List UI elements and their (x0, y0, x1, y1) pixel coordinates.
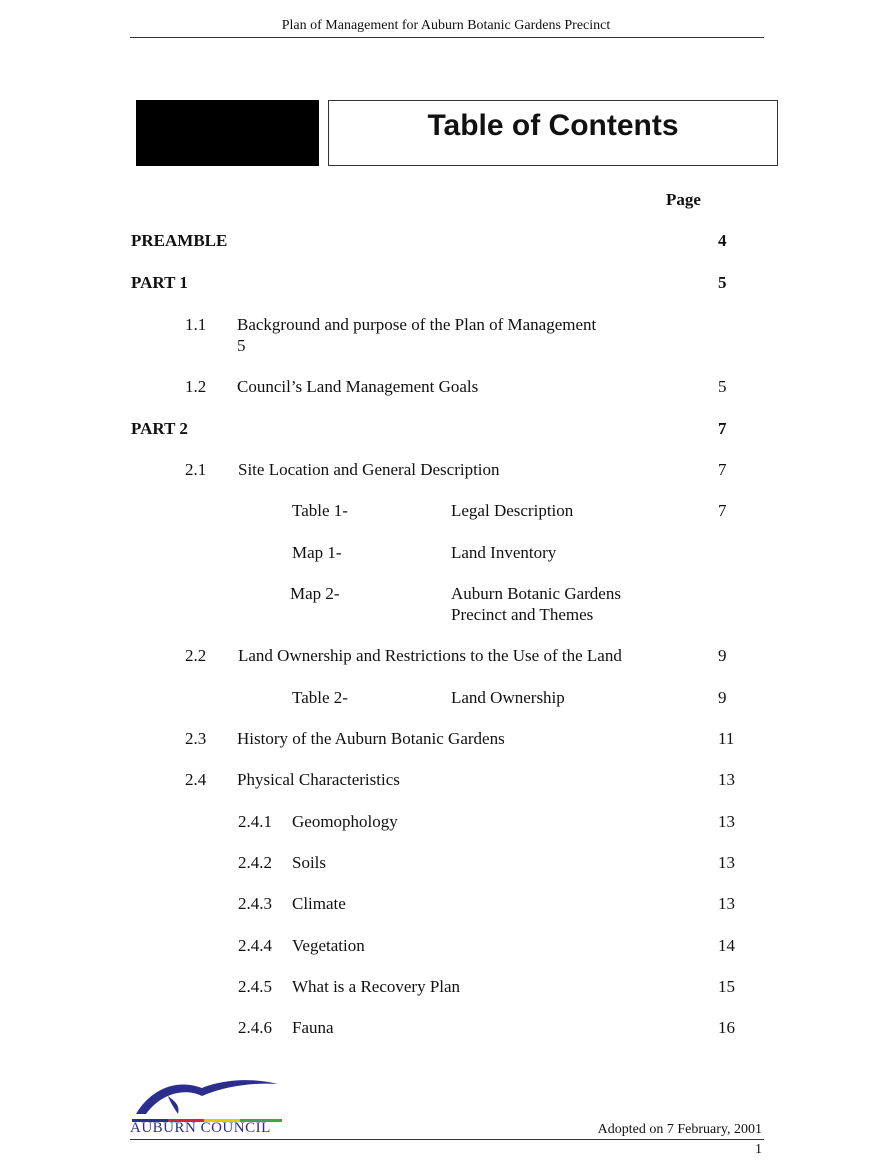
toc-page-2-4-4: 14 (718, 936, 735, 955)
toc-entry-2-1: Site Location and General Description (238, 460, 500, 479)
toc-num-2-4-6: 2.4.6 (238, 1018, 272, 1037)
toc-num-2-4-5: 2.4.5 (238, 977, 272, 996)
toc-title: Table of Contents (427, 109, 679, 142)
footer-divider (130, 1139, 764, 1140)
logo-swoosh-icon (128, 1074, 288, 1122)
toc-ref-map-1: Map 1- (292, 543, 342, 562)
toc-page-part-1: 5 (718, 273, 727, 292)
toc-entry-1-2: Council’s Land Management Goals (237, 377, 479, 396)
toc-ref-map-2: Map 2- (290, 584, 340, 603)
toc-num-2-3: 2.3 (185, 729, 207, 748)
toc-entry-2-4-4: Vegetation (292, 936, 365, 955)
toc-page-2-2: 9 (718, 646, 727, 665)
toc-num-1-1: 1.1 (185, 315, 207, 334)
toc-entry-2-3: History of the Auburn Botanic Gardens (237, 729, 505, 748)
toc-entry-table-1: Legal Description (451, 501, 574, 520)
toc-num-2-4-2: 2.4.2 (238, 853, 272, 872)
toc-num-2-1: 2.1 (185, 460, 207, 479)
toc-entry-table-2: Land Ownership (451, 688, 565, 707)
running-header: Plan of Management for Auburn Botanic Gardens Precinct (281, 18, 611, 33)
toc-entry-2-4-2: Soils (292, 853, 327, 872)
toc-page-2-4-5: 15 (718, 977, 735, 996)
toc-ref-table-1: Table 1- (292, 501, 348, 520)
toc-num-2-4-3: 2.4.3 (238, 894, 272, 913)
toc-entry-2-4-3: Climate (292, 894, 346, 913)
toc-entry-2-4-5: What is a Recovery Plan (292, 977, 461, 996)
page-number: 1 (755, 1142, 762, 1157)
page-column-label: Page (666, 190, 701, 209)
toc-title-box (328, 100, 778, 166)
toc-entry-map-1: Land Inventory (451, 543, 557, 562)
toc-page-preamble: 4 (718, 231, 727, 250)
toc-entry-map-2-line-1: Auburn Botanic Gardens (451, 584, 621, 603)
toc-page-2-4-2: 13 (718, 853, 735, 872)
toc-entry-2-2: Land Ownership and Restrictions to the Use of the Land (238, 646, 622, 665)
auburn-council-logo (128, 1074, 288, 1140)
toc-entry-part-2: PART 2 (131, 419, 188, 438)
toc-entry-1-1: Background and purpose of the Plan of Management (237, 315, 597, 334)
toc-page-table-1: 7 (718, 501, 727, 520)
toc-page-part-2: 7 (718, 419, 727, 438)
toc-num-2-4-1: 2.4.1 (238, 812, 272, 831)
toc-page-table-2: 9 (718, 688, 727, 707)
toc-entry-2-4-6: Fauna (292, 1018, 334, 1037)
adoption-date: Adopted on 7 February, 2001 (597, 1122, 762, 1137)
toc-page-2-3: 11 (718, 729, 735, 748)
toc-entry-2-4: Physical Characteristics (237, 770, 400, 789)
black-title-block (136, 100, 319, 166)
logo-text: AUBURN COUNCIL (130, 1120, 271, 1136)
toc-num-2-4: 2.4 (185, 770, 207, 789)
toc-entry-2-4-1: Geomophology (292, 812, 398, 831)
toc-ref-table-2: Table 2- (292, 688, 348, 707)
toc-entry-part-1: PART 1 (131, 273, 188, 292)
toc-num-2-2: 2.2 (185, 646, 207, 665)
header-divider (130, 37, 764, 38)
toc-page-1-2: 5 (718, 377, 727, 396)
toc-page-1-1: 5 (237, 336, 246, 355)
toc-page-2-4: 13 (718, 770, 735, 789)
toc-entry-preamble: PREAMBLE (131, 231, 228, 250)
toc-page-2-4-3: 13 (718, 894, 735, 913)
toc-page-2-1: 7 (718, 460, 727, 479)
toc-page-2-4-6: 16 (718, 1018, 735, 1037)
toc-num-1-2: 1.2 (185, 377, 207, 396)
toc-num-2-4-4: 2.4.4 (238, 936, 272, 955)
toc-page-2-4-1: 13 (718, 812, 735, 831)
toc-entry-map-2-line-2: Precinct and Themes (451, 605, 594, 624)
